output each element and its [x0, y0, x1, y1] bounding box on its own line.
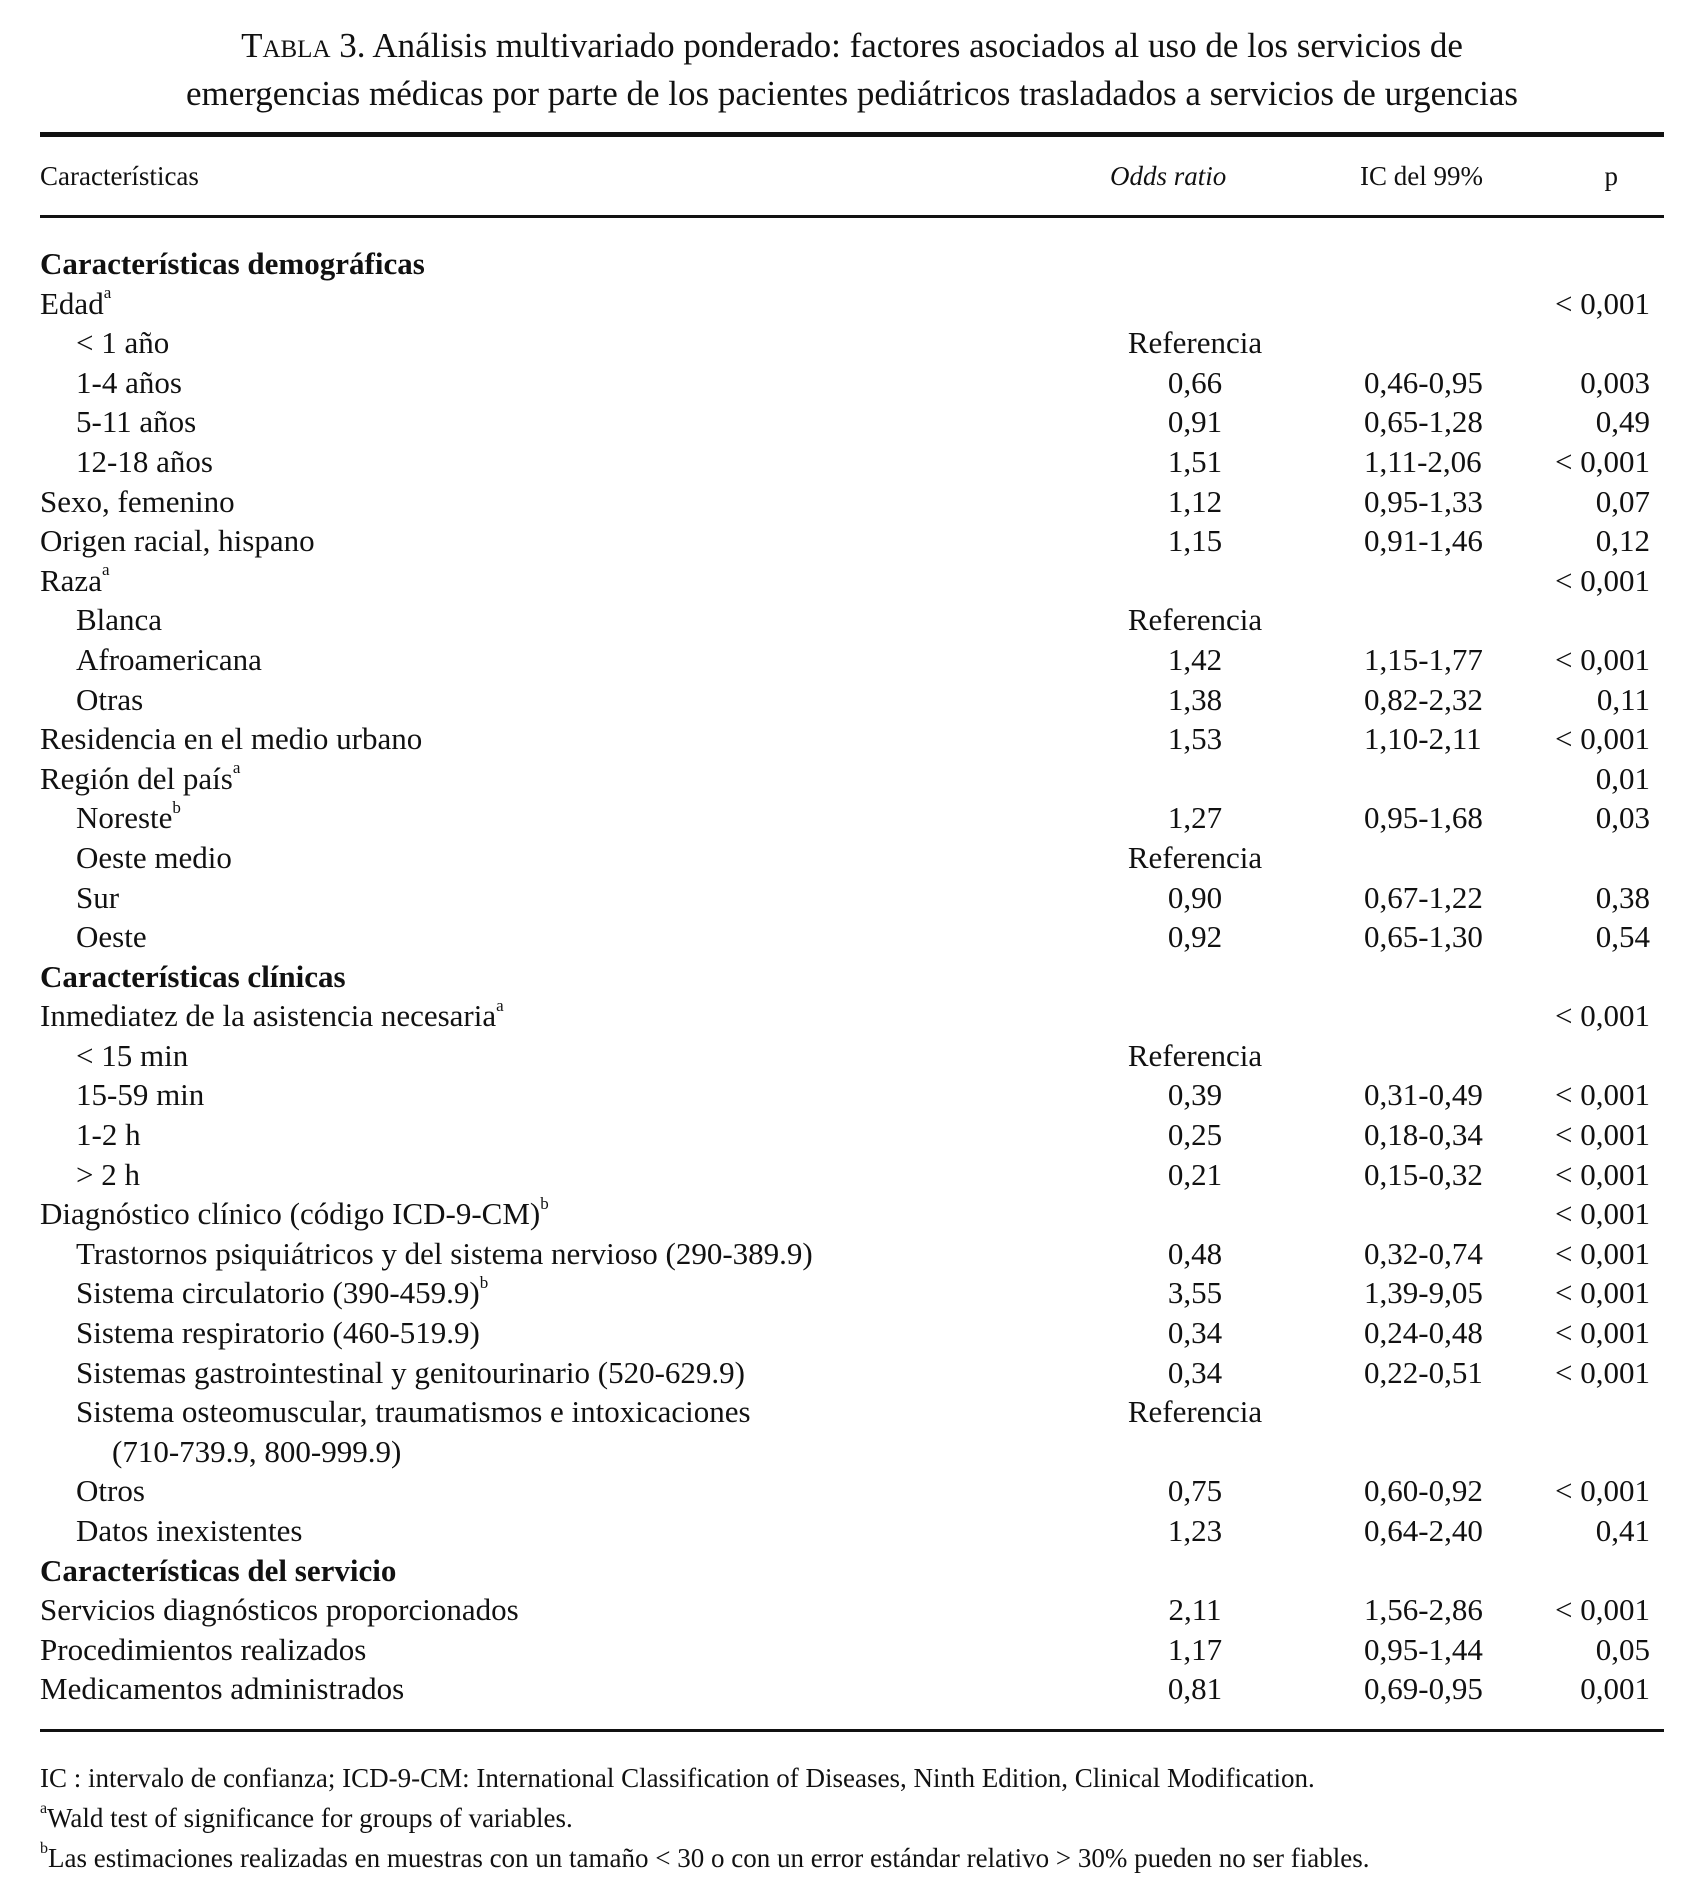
section-heading [40, 218, 1030, 284]
footnote-b [40, 1838, 1664, 1878]
caption-line-1: Análisis multivariado ponderado: factores asociados al uso de los servicios de [372, 26, 1463, 65]
odds-ratio-cell: Referencia [1127, 602, 1263, 638]
confidence-interval-cell: 1,39-9,05 [1364, 1275, 1483, 1311]
confidence-interval-cell [1320, 1036, 1550, 1076]
row-label [40, 680, 1030, 720]
odds-ratio-cell: Referencia [1127, 1394, 1263, 1430]
row-label-text: Inmediatez de la asistencia necesaria [40, 998, 497, 1034]
confidence-interval-cell [1320, 1194, 1550, 1234]
table-row [40, 561, 1664, 601]
p-value-cell [1550, 957, 1664, 997]
row-label [40, 323, 1030, 363]
row-label-text: Noreste [76, 800, 173, 836]
confidence-interval-cell: 0,95-1,44 [1364, 1631, 1483, 1667]
table-row [40, 482, 1664, 522]
confidence-interval-cell: 0,95-1,33 [1364, 483, 1483, 519]
odds-ratio-cell: 1,42 [1167, 641, 1223, 677]
odds-ratio-cell: 0,75 [1167, 1473, 1223, 1509]
table-row [40, 1432, 1664, 1472]
odds-ratio-cell [1030, 1432, 1320, 1472]
confidence-interval-cell: 0,64-2,40 [1364, 1513, 1483, 1548]
table-row [40, 1075, 1664, 1115]
confidence-interval-cell: 0,22-0,51 [1364, 1354, 1483, 1390]
table-row [40, 680, 1664, 720]
table-figure [40, 22, 1664, 1878]
row-label-text: 1-4 años [76, 364, 182, 400]
table-row [40, 1590, 1664, 1630]
p-value-cell: 0,01 [1595, 760, 1650, 796]
row-label [40, 838, 1030, 878]
row-label-text: Sistema respiratorio (460-519.9) [76, 1315, 480, 1351]
footnote-marker: a [232, 758, 241, 778]
odds-ratio-cell: 1,15 [1167, 523, 1223, 559]
odds-ratio-cell: 2,11 [1168, 1592, 1222, 1628]
p-value-cell: < 0,001 [1555, 721, 1650, 757]
row-label [40, 1353, 1030, 1393]
confidence-interval-cell: 1,56-2,86 [1364, 1592, 1483, 1628]
section-heading [40, 1551, 1030, 1591]
confidence-interval-cell [1320, 284, 1550, 324]
confidence-interval-cell: 0,82-2,32 [1364, 681, 1483, 717]
row-label [40, 284, 1030, 324]
row-label-text: < 15 min [76, 1037, 189, 1073]
row-label-text: Sistema circulatorio (390-459.9) [76, 1275, 480, 1311]
p-value-cell: < 0,001 [1555, 443, 1650, 479]
row-label-text: Sur [76, 879, 120, 915]
p-value-cell: < 0,001 [1555, 1156, 1650, 1192]
p-value-cell [1550, 1392, 1664, 1432]
row-label [40, 1630, 1030, 1670]
row-label [40, 1392, 1030, 1432]
confidence-interval-cell [1320, 957, 1550, 997]
row-label [40, 759, 1030, 799]
row-label [40, 1511, 1030, 1551]
row-label [40, 1075, 1030, 1115]
row-label-text: Residencia en el medio urbano [40, 721, 423, 757]
results-table [40, 137, 1664, 1729]
table-row [40, 521, 1664, 561]
confidence-interval-cell [1320, 759, 1550, 799]
p-value-cell: 0,41 [1595, 1513, 1650, 1548]
footnote-b-mark: b [40, 1839, 48, 1857]
row-label [40, 1234, 1030, 1274]
row-label [40, 917, 1030, 957]
confidence-interval-cell [1320, 838, 1550, 878]
footnote-a [40, 1798, 1664, 1838]
p-value-cell: 0,49 [1595, 404, 1650, 440]
row-label-text: Oeste medio [76, 839, 232, 875]
confidence-interval-cell [1320, 996, 1550, 1036]
p-value-cell [1550, 600, 1664, 640]
row-label [40, 1273, 1030, 1313]
row-label [40, 719, 1030, 759]
table-row [40, 719, 1664, 759]
footnote-marker: a [101, 560, 110, 580]
p-value-cell: < 0,001 [1555, 1117, 1650, 1153]
confidence-interval-cell: 1,10-2,11 [1364, 721, 1482, 757]
row-label-text: Afroamericana [76, 641, 262, 677]
row-label-text: Otros [76, 1473, 145, 1509]
row-label [40, 600, 1030, 640]
row-label-text: Servicios diagnósticos proporcionados [40, 1592, 519, 1628]
row-label [40, 1432, 1030, 1472]
odds-ratio-cell [1030, 957, 1320, 997]
table-row [40, 1036, 1664, 1076]
confidence-interval-cell: 0,24-0,48 [1364, 1315, 1483, 1351]
confidence-interval-cell [1320, 1432, 1550, 1472]
section-row [40, 1551, 1664, 1591]
row-label-text: 12-18 años [76, 443, 213, 479]
footnote-b-text: Las estimaciones realizadas en muestras con un tamaño < 30 o con un error estándar relativo > 30% pueden no ser fiables. [48, 1842, 1370, 1873]
table-row [40, 323, 1664, 363]
table-row [40, 1630, 1664, 1670]
p-value-cell: 0,38 [1595, 879, 1650, 915]
table-row [40, 1669, 1664, 1729]
row-label [40, 442, 1030, 482]
row-label [40, 1590, 1030, 1630]
table-row [40, 600, 1664, 640]
odds-ratio-cell: 1,27 [1167, 800, 1223, 836]
row-label-text: Datos inexistentes [76, 1513, 303, 1548]
footnote-abbreviations: IC : intervalo de confianza; ICD-9-CM: International Classification of Diseases, Ninth Edition, Clinical Modification. [40, 1762, 1315, 1793]
odds-ratio-cell: 1,12 [1167, 483, 1223, 519]
footnote-marker: a [496, 995, 504, 1015]
p-value-cell: < 0,001 [1555, 1275, 1650, 1311]
table-row [40, 1234, 1664, 1274]
table-row [40, 402, 1664, 442]
row-label-text: Trastornos psiquiátricos y del sistema nervioso (290-389.9) [76, 1235, 813, 1271]
confidence-interval-cell: 0,46-0,95 [1364, 364, 1483, 400]
row-label [40, 402, 1030, 442]
row-label [40, 1036, 1030, 1076]
footnote-marker: a [103, 283, 112, 303]
table-row [40, 1155, 1664, 1195]
caption-line-2: emergencias médicas por parte de los pacientes pediátricos trasladados a servicios de urgencias [185, 74, 1519, 113]
confidence-interval-cell: 0,69-0,95 [1364, 1671, 1483, 1707]
odds-ratio-cell: 1,17 [1167, 1631, 1223, 1667]
row-label-text: Características del servicio [40, 1552, 397, 1588]
odds-ratio-cell: Referencia [1127, 1037, 1263, 1073]
confidence-interval-cell: 0,32-0,74 [1364, 1235, 1483, 1271]
odds-ratio-cell [1030, 284, 1320, 324]
row-label [40, 798, 1030, 838]
confidence-interval-cell [1320, 323, 1550, 363]
row-label-text: Origen racial, hispano [40, 523, 315, 559]
p-value-cell: < 0,001 [1555, 998, 1650, 1034]
p-value-cell: < 0,001 [1555, 1473, 1650, 1509]
odds-ratio-cell: 0,34 [1167, 1354, 1223, 1390]
odds-ratio-cell: 0,91 [1167, 404, 1223, 440]
confidence-interval-cell: 0,95-1,68 [1364, 800, 1483, 836]
table-row [40, 759, 1664, 799]
p-value-cell: < 0,001 [1555, 1315, 1650, 1351]
odds-ratio-cell: Referencia [1127, 325, 1263, 361]
confidence-interval-cell [1320, 561, 1550, 601]
p-value-cell: 0,003 [1580, 364, 1650, 400]
table-row [40, 996, 1664, 1036]
table-row [40, 798, 1664, 838]
row-label [40, 363, 1030, 403]
p-value-cell: < 0,001 [1555, 285, 1650, 321]
p-value-cell [1550, 838, 1664, 878]
bottom-rule [40, 1729, 1664, 1732]
row-label-text: Otras [76, 681, 144, 717]
odds-ratio-cell [1030, 996, 1320, 1036]
row-label-text: Edad [40, 285, 104, 321]
caption-label: Tabla 3. [241, 26, 366, 65]
table-row [40, 442, 1664, 482]
table-row [40, 917, 1664, 957]
odds-ratio-cell: 1,51 [1167, 443, 1223, 479]
footnotes [40, 1758, 1664, 1878]
odds-ratio-cell: Referencia [1127, 839, 1263, 875]
p-value-cell: 0,12 [1595, 523, 1650, 559]
row-label [40, 640, 1030, 680]
odds-ratio-cell: 1,38 [1167, 681, 1223, 717]
odds-ratio-cell: 0,81 [1167, 1671, 1223, 1707]
confidence-interval-cell: 0,60-0,92 [1364, 1473, 1483, 1509]
confidence-interval-cell: 0,65-1,28 [1364, 404, 1483, 440]
table-row [40, 1353, 1664, 1393]
p-value-cell: < 0,001 [1555, 1196, 1650, 1232]
row-label [40, 561, 1030, 601]
row-label-text: Características demográficas [40, 246, 425, 281]
odds-ratio-cell: 1,53 [1167, 721, 1223, 757]
section-heading [40, 957, 1030, 997]
header-confidence-interval: IC del 99% [1360, 160, 1483, 191]
confidence-interval-cell [1320, 218, 1550, 284]
odds-ratio-cell [1030, 1551, 1320, 1591]
row-label-text: Raza [40, 562, 102, 598]
odds-ratio-cell: 3,55 [1167, 1275, 1223, 1311]
p-value-cell: 0,54 [1595, 919, 1650, 955]
table-header [40, 137, 1664, 218]
confidence-interval-cell: 0,91-1,46 [1364, 523, 1483, 559]
table-body [40, 218, 1664, 1729]
table-caption [40, 22, 1664, 118]
p-value-cell [1550, 1551, 1664, 1591]
row-label-text: Sistema osteomuscular, traumatismos e intoxicaciones [76, 1394, 751, 1430]
row-label-text: Oeste [76, 919, 147, 955]
p-value-cell [1550, 1432, 1664, 1472]
p-value-cell: 0,05 [1595, 1631, 1650, 1667]
p-value-cell [1550, 218, 1664, 284]
table-row [40, 1194, 1664, 1234]
p-value-cell: < 0,001 [1555, 1077, 1650, 1113]
table-row [40, 1392, 1664, 1432]
row-label-text: 15-59 min [76, 1077, 205, 1113]
table-row [40, 838, 1664, 878]
footnote-marker: b [540, 1193, 549, 1213]
odds-ratio-cell: 0,39 [1167, 1077, 1223, 1113]
row-label-text: Región del país [40, 760, 233, 796]
row-label [40, 1194, 1030, 1234]
row-label-text: Procedimientos realizados [40, 1631, 367, 1667]
confidence-interval-cell: 0,15-0,32 [1364, 1156, 1483, 1192]
confidence-interval-cell [1320, 600, 1550, 640]
row-label [40, 878, 1030, 918]
footnote-marker: b [172, 797, 181, 817]
row-label-text: Características clínicas [40, 958, 346, 994]
row-label-text: Medicamentos administrados [40, 1671, 405, 1707]
p-value-cell: 0,001 [1580, 1671, 1650, 1707]
table-row [40, 363, 1664, 403]
odds-ratio-cell: 0,48 [1167, 1235, 1223, 1271]
p-value-cell: < 0,001 [1555, 562, 1650, 598]
p-value-cell: < 0,001 [1555, 641, 1650, 677]
footnote-a-text: Wald test of significance for groups of variables. [47, 1802, 573, 1833]
row-label [40, 1115, 1030, 1155]
header-p-value: p [1604, 160, 1618, 191]
footnote-marker: b [479, 1273, 489, 1293]
row-label [40, 1155, 1030, 1195]
table-row [40, 878, 1664, 918]
p-value-cell: < 0,001 [1555, 1354, 1650, 1390]
table-row [40, 284, 1664, 324]
confidence-interval-cell [1320, 1392, 1550, 1432]
odds-ratio-cell: 0,66 [1167, 364, 1223, 400]
p-value-cell: 0,11 [1596, 681, 1650, 717]
row-label-text: 1-2 h [76, 1117, 141, 1153]
confidence-interval-cell: 1,11-2,06 [1364, 443, 1482, 479]
section-row [40, 957, 1664, 997]
row-label [40, 1313, 1030, 1353]
row-label [40, 996, 1030, 1036]
odds-ratio-cell: 0,34 [1167, 1315, 1223, 1351]
row-label-text: > 2 h [76, 1156, 140, 1192]
table-row [40, 1471, 1664, 1511]
row-label-text: Sistemas gastrointestinal y genitourinario (520-629.9) [76, 1354, 745, 1390]
confidence-interval-cell: 0,31-0,49 [1364, 1077, 1483, 1113]
odds-ratio-cell [1030, 218, 1320, 284]
row-label-text: Sexo, femenino [40, 483, 235, 519]
odds-ratio-cell: 0,21 [1167, 1156, 1223, 1192]
odds-ratio-cell: 0,25 [1167, 1117, 1223, 1153]
odds-ratio-cell: 0,92 [1167, 919, 1223, 955]
p-value-cell [1550, 1036, 1664, 1076]
header-row [40, 137, 1664, 215]
row-label-text: (710-739.9, 800-999.9) [112, 1433, 402, 1469]
row-label [40, 482, 1030, 522]
confidence-interval-cell: 0,18-0,34 [1364, 1117, 1483, 1153]
confidence-interval-cell: 0,67-1,22 [1364, 879, 1483, 915]
odds-ratio-cell [1030, 1194, 1320, 1234]
row-label [40, 1471, 1030, 1511]
p-value-cell: < 0,001 [1555, 1235, 1650, 1271]
p-value-cell: < 0,001 [1555, 1592, 1650, 1628]
section-row [40, 218, 1664, 284]
table-row [40, 1313, 1664, 1353]
odds-ratio-cell: 1,23 [1167, 1513, 1223, 1548]
footnote-a-mark: a [40, 1799, 48, 1817]
row-label-text: < 1 año [76, 325, 170, 361]
table-row [40, 1115, 1664, 1155]
confidence-interval-cell [1320, 1551, 1550, 1591]
row-label-text: 5-11 años [76, 404, 197, 440]
row-label-text: Blanca [76, 602, 163, 638]
odds-ratio-cell: 0,90 [1167, 879, 1223, 915]
odds-ratio-cell [1030, 561, 1320, 601]
confidence-interval-cell: 1,15-1,77 [1364, 641, 1483, 677]
table-row [40, 1511, 1664, 1551]
table-row [40, 1273, 1664, 1313]
table-row [40, 640, 1664, 680]
p-value-cell: 0,07 [1595, 483, 1650, 519]
row-label [40, 1669, 1030, 1729]
p-value-cell [1550, 323, 1664, 363]
odds-ratio-cell [1030, 759, 1320, 799]
row-label-text: Diagnóstico clínico (código ICD-9-CM) [40, 1196, 541, 1232]
p-value-cell: 0,03 [1595, 800, 1650, 836]
row-label [40, 521, 1030, 561]
confidence-interval-cell: 0,65-1,30 [1364, 919, 1483, 955]
header-odds-ratio: Odds ratio [1110, 160, 1227, 191]
header-characteristics: Características [40, 160, 199, 191]
